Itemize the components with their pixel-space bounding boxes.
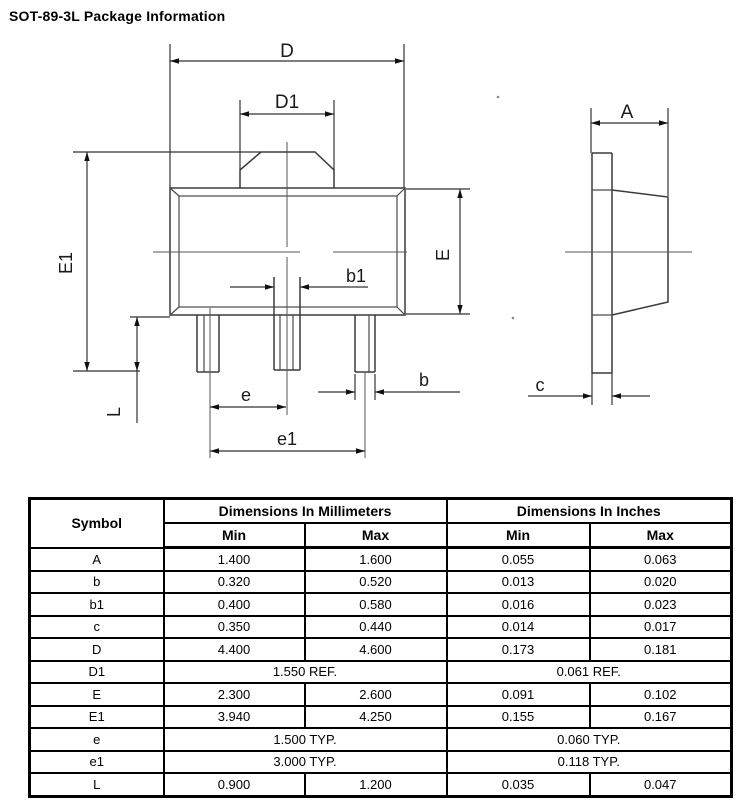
col-header-mm: Dimensions In Millimeters [164,499,447,524]
table-cell: 1.200 [305,773,447,796]
col-header-mm-min: Min [164,523,305,548]
table-row [30,571,732,594]
col-header-in-max: Max [590,523,732,548]
symbol-cell: c [30,616,164,639]
table-cell: 2.600 [305,683,447,706]
dim-A [591,102,668,196]
left-lead [197,315,219,372]
table-cell: 0.035 [447,773,590,796]
table-row [30,638,732,661]
table-cell: 0.047 [590,773,732,796]
dim-label-e: e [240,385,252,405]
table-row [30,706,732,729]
symbol-cell: b [30,571,164,594]
table-row [30,728,732,751]
table-cell: 3.940 [164,706,305,729]
table-cell: 0.400 [164,593,305,616]
col-header-in-min: Min [447,523,590,548]
dim-label-A: A [620,102,634,123]
dim-label-c: c [535,375,545,395]
lead-frame-profile [592,153,612,373]
dim-E [406,189,470,314]
table-cell: 0.023 [590,593,732,616]
table-cell: 4.400 [164,638,305,661]
table-cell: 0.016 [447,593,590,616]
side-view-drawing [497,96,692,405]
table-cell: 0.167 [590,706,732,729]
table-row [30,548,732,571]
table-cell-span: 1.550 REF. [164,661,447,684]
dim-e1 [210,429,365,454]
scan-speck [497,96,500,99]
table-cell: 0.900 [164,773,305,796]
symbol-cell: E [30,683,164,706]
dim-label-D: D [280,41,294,62]
symbol-cell: e [30,728,164,751]
col-header-symbol: Symbol [30,499,164,548]
table-cell: 0.580 [305,593,447,616]
table-cell-span: 0.060 TYP. [447,728,732,751]
table-cell: 0.014 [447,616,590,639]
dim-c [528,373,650,405]
table-header-row [30,499,732,524]
table-cell-span: 0.118 TYP. [447,751,732,774]
symbol-cell: b1 [30,593,164,616]
top-view-drawing [56,41,470,458]
table-cell: 4.600 [305,638,447,661]
table-cell: 0.320 [164,571,305,594]
table-cell: 0.063 [590,548,732,571]
table-cell: 0.173 [447,638,590,661]
table-cell: 0.017 [590,616,732,639]
col-header-inch: Dimensions In Inches [447,499,732,524]
dim-label-D1: D1 [274,92,300,113]
symbol-cell: D [30,638,164,661]
table-cell-span: 1.500 TYP. [164,728,447,751]
table-cell: 0.520 [305,571,447,594]
page-title: SOT-89-3L Package Information [9,8,226,24]
table-row [30,683,732,706]
table-cell: 0.013 [447,571,590,594]
table-cell-span: 3.000 TYP. [164,751,447,774]
dim-e [210,385,286,410]
symbol-cell: L [30,773,164,796]
table-cell: 0.440 [305,616,447,639]
dim-L [104,317,170,423]
table-cell: 2.300 [164,683,305,706]
symbol-cell: A [30,548,164,571]
table-cell: 4.250 [305,706,447,729]
symbol-cell: E1 [30,706,164,729]
symbol-cell: e1 [30,751,164,774]
col-header-mm-max: Max [305,523,447,548]
table-cell: 1.600 [305,548,447,571]
table-cell: 1.400 [164,548,305,571]
table-cell: 0.155 [447,706,590,729]
symbol-cell: D1 [30,661,164,684]
table-row [30,773,732,796]
dim-b [318,370,460,400]
table-cell: 0.181 [590,638,732,661]
dim-label-E1: E1 [56,251,76,275]
table-row [30,593,732,616]
dimensions-table [28,497,733,798]
table-cell: 0.350 [164,616,305,639]
right-lead [355,315,375,372]
table-cell: 0.102 [590,683,732,706]
dim-label-e1: e1 [276,429,298,449]
dim-label-E: E [433,248,453,262]
dim-b1 [230,266,368,290]
dim-label-b1: b1 [345,266,367,286]
center-lines [153,142,407,458]
table-row [30,751,732,774]
table-cell: 0.055 [447,548,590,571]
dim-E1 [56,152,261,371]
table-row [30,661,732,684]
scan-speck [512,317,515,320]
dim-label-L: L [104,406,124,418]
table-row [30,616,732,639]
table-cell: 0.091 [447,683,590,706]
table-cell-span: 0.061 REF. [447,661,732,684]
dim-label-b: b [418,370,430,390]
table-cell: 0.020 [590,571,732,594]
